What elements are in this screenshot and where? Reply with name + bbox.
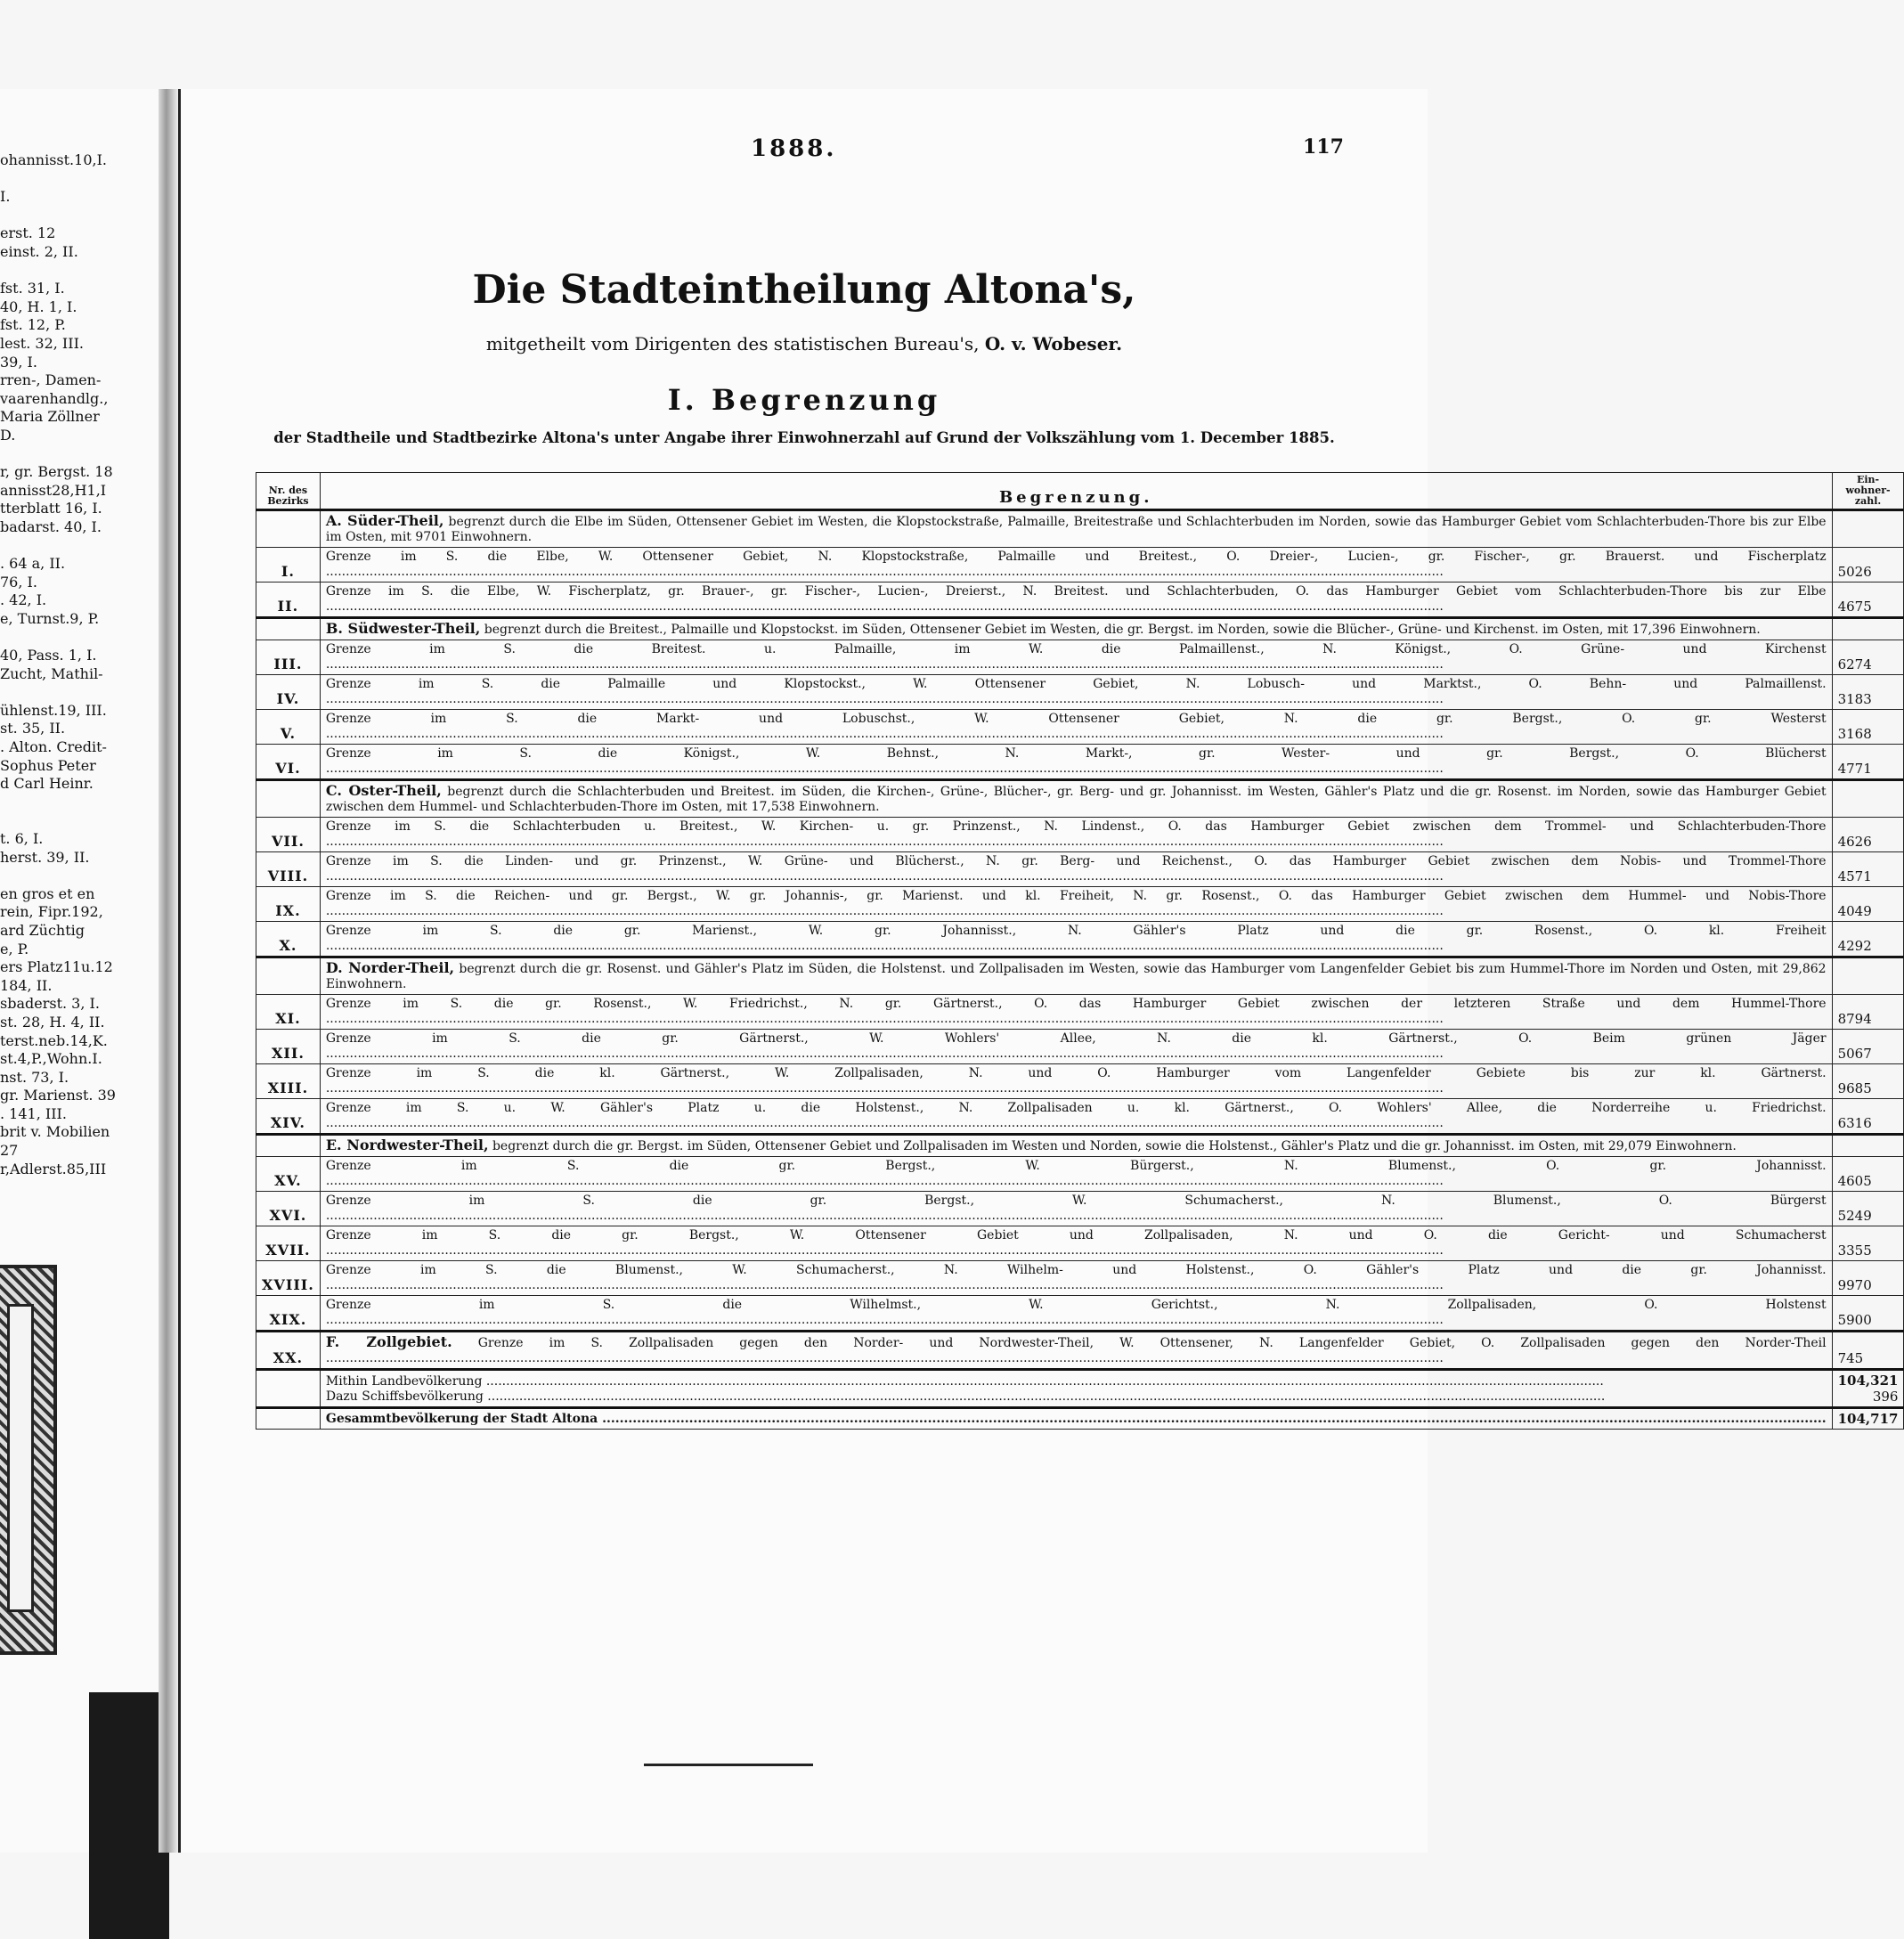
district-row xyxy=(256,995,1904,1030)
left-page-line: herst. 39, II. xyxy=(0,848,90,866)
table-cell xyxy=(256,1370,321,1408)
left-page-line: d Carl Heinr. xyxy=(0,775,94,793)
left-page-line xyxy=(0,867,156,885)
population-value xyxy=(1832,1135,1904,1157)
section-row xyxy=(256,780,1904,818)
left-page-line: 76, I. xyxy=(0,573,37,591)
closing-rule xyxy=(644,1764,813,1766)
left-page-line: ers Platz11u.12 xyxy=(0,958,113,976)
left-page-line xyxy=(0,628,156,647)
district-row xyxy=(256,1192,1904,1226)
left-page-line: brit v. Mobilien xyxy=(0,1123,110,1141)
boundary-description-cell xyxy=(320,745,1832,780)
page-title: Die Stadteintheilung Altona's, xyxy=(472,267,1136,313)
left-page-line: sbaderst. 3, I. xyxy=(0,995,100,1013)
boundary-description: Grenze im S. Zollpalisaden gegen den Norder- und Nordwester-Theil, W. Ottensener, N. Langenfelder Gebiet, O. Zollpalisaden gegen den Norder-Theil ..... xyxy=(326,1336,1827,1365)
boundary-description: Grenze im S. die Linden- und gr. Prinzenst., W. Grüne- und Blücherst., N. gr. Berg- und Reichenst., O. das Hamburger Gebiet zwischen dem Nobis- und Trommel-Thore ..... xyxy=(326,854,1827,884)
section-title: F. Zollgebiet. xyxy=(325,1333,452,1350)
left-page-line: st.4,P.,Wohn.I. xyxy=(0,1050,102,1068)
subtitle-text: mitgetheilt vom Dirigenten des statistischen Bureau's, xyxy=(485,333,980,354)
left-page-line: fst. 31, I. xyxy=(0,280,65,297)
ship-label: Dazu Schiffsbevölkerung ..... xyxy=(326,1389,1827,1405)
population-value: 4626 xyxy=(1832,818,1904,852)
scan-edge-shadow xyxy=(89,1692,169,1939)
district-row xyxy=(256,887,1904,922)
boundary-description-cell xyxy=(320,1332,1832,1370)
district-row xyxy=(256,710,1904,745)
left-page-line xyxy=(0,794,156,812)
boundary-description-cell xyxy=(320,618,1832,640)
boundary-description-cell xyxy=(320,548,1832,583)
left-page-line: gr. Marienst. 39 xyxy=(0,1087,116,1104)
district-row xyxy=(256,1064,1904,1099)
district-number: II. xyxy=(256,583,321,618)
district-number: V. xyxy=(256,710,321,745)
district-number: IX. xyxy=(256,887,321,922)
district-row xyxy=(256,818,1904,852)
district-row xyxy=(256,675,1904,710)
boundary-description: Grenze im S. die Elbe, W. Ottensener Gebiet, N. Klopstockstraße, Palmaille und Breitest., O. Dreier-, Lucien-, gr. Fischer-, gr. Brauerst. und Fischerplatz ..... xyxy=(326,550,1827,579)
boundary-description-cell xyxy=(320,1192,1832,1226)
left-page-line: rren-, Damen- xyxy=(0,371,102,389)
boundary-description-cell xyxy=(320,640,1832,675)
boundary-description-cell xyxy=(320,510,1832,548)
boundary-description: Grenze im S. die Elbe, W. Fischerplatz, gr. Brauer-, gr. Fischer-, Lucien-, Dreierst., N. Breitest. und Schlachterbuden, O. das Hamburger Gebiet vom Schlachterbuden-Thore bis zur Elbe ..... xyxy=(326,584,1827,614)
population-value: 4605 xyxy=(1832,1157,1904,1192)
subtitle-author: O. v. Wobeser. xyxy=(984,333,1123,354)
population-value: 3355 xyxy=(1832,1226,1904,1261)
boundary-description: Grenze im S. die gr. Bergst., W. Schumacherst., N. Blumenst., O. Bürgerst ..... xyxy=(326,1194,1827,1223)
total-value: 104,717 xyxy=(1832,1408,1904,1430)
district-row xyxy=(256,548,1904,583)
boundary-description: Grenze im S. u. W. Gähler's Platz u. die Holstenst., N. Zollpalisaden u. kl. Gärtnerst., O. Wohlers' Allee, die Norderreihe u. Friedrichst. ..... xyxy=(326,1101,1827,1130)
district-row xyxy=(256,640,1904,675)
boundary-description-cell xyxy=(320,780,1832,818)
boundary-description: Grenze im S. die gr. Bergst., W. Bürgerst., N. Blumenst., O. gr. Johannisst. ..... xyxy=(326,1159,1827,1188)
boundary-description-cell xyxy=(320,1030,1832,1064)
boundary-description-cell xyxy=(320,957,1832,995)
left-page-line: erst. 12 xyxy=(0,224,56,242)
boundary-description-cell xyxy=(320,1226,1832,1261)
boundary-description-cell xyxy=(320,852,1832,887)
land-label: Mithin Landbevölkerung ..... xyxy=(326,1374,1827,1389)
district-number: IV. xyxy=(256,675,321,710)
land-value-cell xyxy=(1832,1370,1904,1408)
district-number: VI. xyxy=(256,745,321,780)
section-title: C. Oster-Theil, xyxy=(325,782,442,799)
boundary-description-cell xyxy=(320,922,1832,957)
boundary-description: Grenze im S. die Reichen- und gr. Bergst., W. gr. Johannis-, gr. Marienst. und kl. Freiheit, N. gr. Rosenst., O. das Hamburger Gebiet zwischen dem Hummel- und Nobis-Thore ..... xyxy=(326,889,1827,918)
population-value xyxy=(1832,957,1904,995)
boundary-description-cell xyxy=(320,675,1832,710)
boundary-description-cell xyxy=(320,1157,1832,1192)
total-label: Gesammtbevölkerung der Stadt Altona ..... xyxy=(326,1412,1827,1427)
boundary-description: begrenzt durch die Elbe im Süden, Ottensener Gebiet im Westen, die Klopstockstraße, Palmaille, Breitestraße und Schlachterbuden im Norden, sowie das Hamburger Gebiet vom Schlachterbuden-Thore bis zur Elbe im Osten, mit 9701 Einwohnern. xyxy=(325,515,1827,544)
boundary-description: Grenze im S. die Palmaille und Klopstockst., W. Ottensener Gebiet, N. Lobusch- und Marktst., O. Behn- und Palmaillenst. ..... xyxy=(326,677,1827,706)
left-page-line: Maria Zöllner xyxy=(0,408,100,426)
left-page-line: ard Züchtig xyxy=(0,921,85,939)
boundary-description: Grenze im S. die Schlachterbuden u. Breitest., W. Kirchen- u. gr. Prinzenst., N. Lindenst., O. das Hamburger Gebiet zwischen dem Trommel- und Schlachterbuden-Thore ..... xyxy=(326,819,1827,849)
population-value: 3183 xyxy=(1832,675,1904,710)
left-page-line: ühlenst.19, III. xyxy=(0,701,107,719)
left-page-line: . 42, I. xyxy=(0,591,47,609)
left-page-line xyxy=(0,445,156,464)
district-number: VIII. xyxy=(256,852,321,887)
district-row xyxy=(256,583,1904,618)
population-value: 5900 xyxy=(1832,1296,1904,1332)
boundary-description-cell xyxy=(320,1135,1832,1157)
left-page-line: e, P. xyxy=(0,940,29,957)
section-row xyxy=(256,510,1904,548)
population-value: 8794 xyxy=(1832,995,1904,1030)
left-page-line: st. 35, II. xyxy=(0,720,66,737)
section-title: A. Süder-Theil, xyxy=(325,512,444,529)
land-value: 104,321 xyxy=(1837,1373,1899,1389)
left-page-line: e, Turnst.9, P. xyxy=(0,609,100,627)
district-number xyxy=(256,510,321,548)
left-page-line: . Alton. Credit- xyxy=(0,738,107,755)
boundary-table xyxy=(256,472,1904,1430)
population-value: 5067 xyxy=(1832,1030,1904,1064)
left-page-line: st. 28, H. 4, II. xyxy=(0,1013,105,1031)
section-row xyxy=(256,1135,1904,1157)
boundary-description: Grenze im S. die Wilhelmst., W. Gerichtst., N. Zollpalisaden, O. Holstenst ..... xyxy=(326,1298,1827,1327)
population-value: 6316 xyxy=(1832,1099,1904,1135)
district-number xyxy=(256,957,321,995)
district-number: X. xyxy=(256,922,321,957)
left-page-line: Zucht, Mathil- xyxy=(0,664,103,682)
population-value xyxy=(1832,618,1904,640)
left-page-line: . 64 a, II. xyxy=(0,555,66,573)
left-page-line xyxy=(0,207,156,225)
boundary-description: Grenze im S. die gr. Marienst., W. gr. Johannisst., N. Gähler's Platz und die gr. Rosenst., O. kl. Freiheit ..... xyxy=(326,924,1827,953)
left-page-line: D. xyxy=(0,426,16,444)
district-row xyxy=(256,1099,1904,1135)
section-title: B. Südwester-Theil, xyxy=(325,620,481,637)
population-value: 4571 xyxy=(1832,852,1904,887)
left-page-line: rein, Fipr.192, xyxy=(0,903,103,921)
population-value xyxy=(1832,780,1904,818)
table-cell xyxy=(256,1408,321,1430)
population-value xyxy=(1832,510,1904,548)
left-page-line: t. 6, I. xyxy=(0,829,44,847)
district-row xyxy=(256,922,1904,957)
left-page-line: 27 xyxy=(0,1142,19,1160)
right-page xyxy=(178,89,1899,1853)
district-number: XII. xyxy=(256,1030,321,1064)
district-number: XX. xyxy=(256,1332,321,1370)
district-number xyxy=(256,1135,321,1157)
left-page-line xyxy=(0,262,156,281)
district-number: XI. xyxy=(256,995,321,1030)
left-page-line: fst. 12, P. xyxy=(0,316,66,334)
boundary-description: begrenzt durch die Schlachterbuden und Breitest. im Süden, die Kirchen-, Grüne-, Blücher-, gr. Berg- und gr. Johannisst. im Westen, Gähler's Platz und die gr. Rosenst. im Norden, sowie das Hamburger Gebiet zwischen dem Hummel- und Schlachterbuden-Thore im Osten, mit 17,538 Einwohnern. xyxy=(325,785,1827,814)
summary-land-row xyxy=(256,1370,1904,1408)
boundary-description-cell xyxy=(320,818,1832,852)
district-number: VII. xyxy=(256,818,321,852)
year-header: 1888. xyxy=(751,135,837,162)
district-number xyxy=(256,780,321,818)
boundary-description-cell xyxy=(320,1261,1832,1296)
population-value: 5026 xyxy=(1832,548,1904,583)
boundary-description: Grenze im S. die Breitest. u. Palmaille, im W. die Palmaillenst., N. Königst., O. Grüne- und Kirchenst ..... xyxy=(326,642,1827,672)
boundary-description-cell xyxy=(320,887,1832,922)
population-value: 3168 xyxy=(1832,710,1904,745)
left-page-line: en gros et en xyxy=(0,884,95,902)
left-page-line xyxy=(0,811,156,830)
left-page-line: r,Adlerst.85,III xyxy=(0,1160,107,1177)
boundary-description: Grenze im S. die gr. Bergst., W. Ottensener Gebiet und Zollpalisaden, N. und O. die Gericht- und Schumacherst ..... xyxy=(326,1228,1827,1258)
boundary-description: begrenzt durch die gr. Rosenst. und Gähler's Platz im Süden, die Holstenst. und Zollpalisaden im Westen, sowie das Hamburger vom Langenfelder Gebiet bis zum Hummel-Thore im Norden und Osten, mit 29,862 Einwohnern. xyxy=(325,962,1827,991)
boundary-description: begrenzt durch die Breitest., Palmaille und Klopstockst. im Süden, Ottensener Gebiet im Westen, die gr. Bergst. im Norden, sowie die Blücher-, Grüne- und Kirchenst. im Osten, mit 17,396 Einwohnern. xyxy=(484,623,1761,637)
left-page-line: ohannisst.10,I. xyxy=(0,151,107,168)
left-page-line: 40, Pass. 1, I. xyxy=(0,647,97,664)
left-page-line: 40, H. 1, I. xyxy=(0,297,77,315)
left-page-line: terst.neb.14,K. xyxy=(0,1031,108,1049)
boundary-description-cell xyxy=(320,1296,1832,1332)
col-header-einwohner: Ein-wohner-zahl. xyxy=(1832,473,1904,510)
section-subheading: der Stadtheile und Stadtbezirke Altona's unter Angabe ihrer Einwohnerzahl auf Grund der Volkszählung vom 1. December 1885. xyxy=(273,429,1335,446)
population-value: 4675 xyxy=(1832,583,1904,618)
left-page-line: 39, I. xyxy=(0,353,37,371)
left-page-line: r, gr. Bergst. 18 xyxy=(0,463,113,481)
district-number: XVII. xyxy=(256,1226,321,1261)
population-value: 745 xyxy=(1832,1332,1904,1370)
section-row xyxy=(256,1332,1904,1370)
district-row xyxy=(256,745,1904,780)
left-page-line xyxy=(0,536,156,555)
population-value: 9685 xyxy=(1832,1064,1904,1099)
left-page-line: badarst. 40, I. xyxy=(0,517,102,535)
district-number: XVI. xyxy=(256,1192,321,1226)
population-value: 4292 xyxy=(1832,922,1904,957)
boundary-description-cell xyxy=(320,995,1832,1030)
section-row xyxy=(256,618,1904,640)
boundary-description: Grenze im S. die Blumenst., W. Schumacherst., N. Wilhelm- und Holstenst., O. Gähler's Platz und die gr. Johannisst. ..... xyxy=(326,1263,1827,1292)
land-label-cell xyxy=(320,1370,1832,1408)
district-number: III. xyxy=(256,640,321,675)
subtitle xyxy=(181,333,1428,354)
population-value: 4049 xyxy=(1832,887,1904,922)
district-row xyxy=(256,1261,1904,1296)
population-value: 5249 xyxy=(1832,1192,1904,1226)
col-header-begrenzung: Begrenzung. xyxy=(320,473,1832,510)
left-page-line: einst. 2, II. xyxy=(0,242,78,260)
table-header-row xyxy=(256,473,1904,510)
district-row xyxy=(256,852,1904,887)
district-row xyxy=(256,1226,1904,1261)
district-number: XVIII. xyxy=(256,1261,321,1296)
col-header-nr: Nr. des Bezirks xyxy=(256,473,321,510)
district-number: XV. xyxy=(256,1157,321,1192)
left-page-line: . 141, III. xyxy=(0,1104,67,1122)
district-row xyxy=(256,1157,1904,1192)
boundary-description: Grenze im S. die gr. Rosenst., W. Friedrichst., N. gr. Gärtnerst., O. das Hamburger Gebiet zwischen der letzteren Straße und dem Hummel-Thore ..... xyxy=(326,997,1827,1026)
population-value: 9970 xyxy=(1832,1261,1904,1296)
district-number: XIV. xyxy=(256,1099,321,1135)
district-row xyxy=(256,1030,1904,1064)
section-title: D. Norder-Theil, xyxy=(325,959,455,976)
boundary-description: begrenzt durch die gr. Bergst. im Süden, Ottensener Gebiet und Zollpalisaden im Westen und Norden, sowie die Holstenst., Gähler's Platz und die gr. Johannisst. im Osten, mit 29,079 Einwohnern. xyxy=(492,1139,1737,1153)
summary-total-row xyxy=(256,1408,1904,1430)
district-number: XIII. xyxy=(256,1064,321,1099)
boundary-description-cell xyxy=(320,710,1832,745)
district-number: I. xyxy=(256,548,321,583)
boundary-description: Grenze im S. die Königst., W. Behnst., N. Markt-, gr. Wester- und gr. Bergst., O. Blücherst ..... xyxy=(326,746,1827,776)
district-number xyxy=(256,618,321,640)
total-label-cell xyxy=(320,1408,1832,1430)
district-row xyxy=(256,1296,1904,1332)
boundary-description: Grenze im S. die gr. Gärtnerst., W. Wohlers' Allee, N. die kl. Gärtnerst., O. Beim grünen Jäger ..... xyxy=(326,1031,1827,1061)
left-page-line: lest. 32, III. xyxy=(0,334,84,352)
population-value: 6274 xyxy=(1832,640,1904,675)
left-page-line: I. xyxy=(0,188,11,206)
table-body xyxy=(256,510,1904,1370)
boundary-description: Grenze im S. die kl. Gärtnerst., W. Zollpalisaden, N. und O. Hamburger vom Langenfelder Gebiete bis zur kl. Gärtnerst. ..... xyxy=(326,1066,1827,1096)
section-title: E. Nordwester-Theil, xyxy=(325,1137,489,1153)
population-value: 4771 xyxy=(1832,745,1904,780)
section-row xyxy=(256,957,1904,995)
left-page-line: Sophus Peter xyxy=(0,756,96,774)
left-page-line: vaarenhandlg., xyxy=(0,389,109,407)
left-page-line: tterblatt 16, I. xyxy=(0,500,102,517)
left-page-line: annisst28,H1,I xyxy=(0,481,107,499)
boundary-description-cell xyxy=(320,583,1832,618)
boundary-description-cell xyxy=(320,1064,1832,1099)
district-number: XIX. xyxy=(256,1296,321,1332)
book-gutter xyxy=(159,89,178,1853)
boundary-description: Grenze im S. die Markt- und Lobuschst., W. Ottensener Gebiet, N. die gr. Bergst., O. gr. Westerst ..... xyxy=(326,712,1827,741)
boundary-description-cell xyxy=(320,1099,1832,1135)
section-heading: I. Begrenzung xyxy=(667,383,941,417)
left-page-fragment xyxy=(0,151,156,1178)
left-page-line xyxy=(0,683,156,702)
left-page-line xyxy=(0,170,156,189)
left-page-line: 184, II. xyxy=(0,976,53,994)
ornament-border xyxy=(0,1265,57,1655)
left-page-line: nst. 73, I. xyxy=(0,1068,69,1086)
page-number: 117 xyxy=(1303,135,1344,159)
ship-value: 396 xyxy=(1872,1389,1899,1405)
